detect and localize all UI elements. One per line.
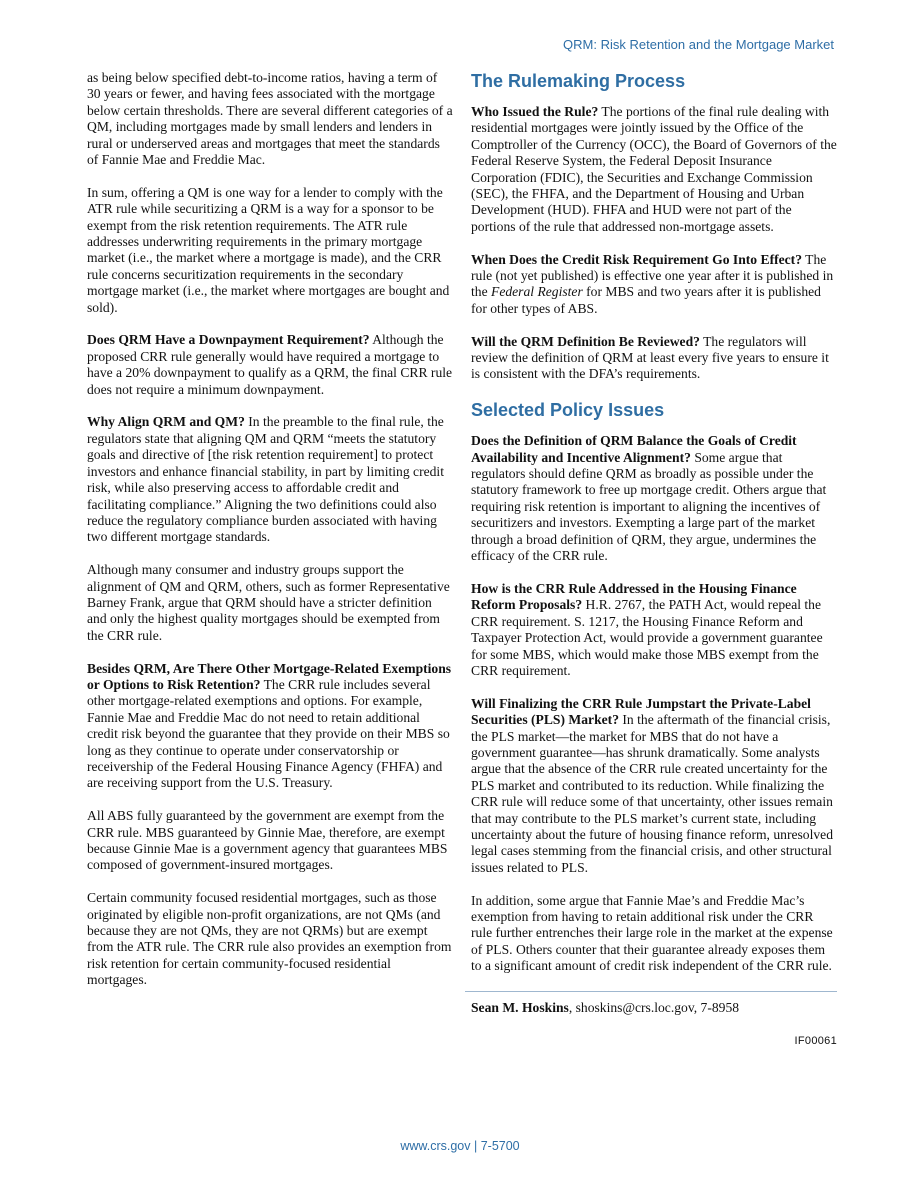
paragraph <box>471 696 837 876</box>
question-heading: Why Align QRM and QM? <box>87 414 245 430</box>
question-heading: How is the CRR Rule Addressed in the Housing Finance Reform Proposals? <box>471 580 797 613</box>
paragraph-text: for MBS and two years after it is published for other types of ABS. <box>471 284 821 316</box>
question-heading: Does the Definition of QRM Balance the Goals of Credit Availability and Incentive Alignment? <box>471 433 797 465</box>
page-footer: www.crs.gov | 7-5700 <box>400 1139 520 1153</box>
paragraph: All ABS fully guaranteed by the government are exempt from the CRR rule. MBS guaranteed by Ginnie Mae, therefore, are exempt because Ginnie Mae is a government agency that guarantees MBS composed of government-insured mortgages. <box>87 808 448 873</box>
paragraph-text: The portions of the final rule dealing with residential mortgages were jointly issued by the Office of the Comptroller of the Currency (OCC), the Board of Governors of the Federal Reserve System, the Federal Deposit Insurance Corporation (FDIC), the Securities and Exchange Commission (SEC), the FHFA, and the Department of Housing and Urban Development (HUD). FHFA and HUD were not part of the portions of the rule that addressed non-mortgage assets. <box>471 104 837 234</box>
section-title: The Rulemaking Process <box>471 71 686 91</box>
paragraph: In addition, some argue that Fannie Mae’s and Freddie Mac’s exemption from having to retain additional risk under the CRR rule further entrenches their large role in the market at the expense of PLS. Others counter that their guarantee already exposes them to a significant amount of credit risk independent of the CRR rule. <box>471 892 833 974</box>
paragraph <box>471 581 837 679</box>
right-column <box>471 70 837 1049</box>
running-header: QRM: Risk Retention and the Mortgage Market <box>563 37 834 52</box>
author-name: Sean M. Hoskins <box>471 1000 569 1016</box>
document-id: IF00061 <box>794 1034 837 1047</box>
paragraph: In sum, offering a QM is one way for a lender to comply with the ATR rule while securitizing a QRM is a way for a sponsor to be exempt from the risk retention requirements. The ATR rule addresses underwriting requirements in the primary mortgage market (i.e., the market where a mortgage is made), and the CRR rule concerns securitization requirements in the secondary mortgage market (i.e., the market where mortgages are bought and sold). <box>87 184 450 315</box>
question-heading: Will the QRM Definition Be Reviewed? <box>471 333 700 349</box>
divider <box>465 991 837 992</box>
paragraph <box>471 433 837 564</box>
paragraph <box>87 332 453 398</box>
paragraph-text: Some argue that regulators should define QRM as broadly as possible under the statutory framework to free up mortgage credit. Others argue that requiring risk retention is important to aligning the incentives of securitizers and investors. Exempting a large part of the market through a broad definition of QRM, they argue, undermines the efficacy of the CRR rule. <box>471 449 827 564</box>
question-heading: Who Issued the Rule? <box>471 104 599 119</box>
paragraph-text: The regulators will review the definition of QRM at least every five years to ensure it is consistent with the DFA’s requirements. <box>471 333 829 382</box>
question-heading: Will Finalizing the CRR Rule Jumpstart the Private-Label Securities (PLS) Market? <box>471 695 811 728</box>
paragraph-text: In the preamble to the final rule, the regulators state that aligning QM and QRM “meets the statutory goals and directive of [the risk retention requirement] to protect investors and enhance financial stability, in part by limiting credit risk, while also preserving access to affordable credit and facilitating compliance.” Aligning the two definitions could also reduce the regulatory compliance burden associated with having two different mortgage standards. <box>87 414 444 545</box>
question-heading: Besides QRM, Are There Other Mortgage-Related Exemptions or Options to Risk Retention? <box>87 660 452 692</box>
paragraph-text: Although the proposed CRR rule generally would have required a mortgage to have a 20% downpayment to qualify as a QRM, the final CRR rule does not require a minimum downpayment. <box>87 332 453 397</box>
paragraph <box>471 334 837 383</box>
author-line <box>471 1000 837 1016</box>
paragraph: as being below specified debt-to-income ratios, having a term of 30 years or fewer, and having fees associated with the mortgage below certain thresholds. There are several different categories of a QM, including mortgages made by small lenders and lenders in rural or underserved areas and mortgages that meet the standards of Fannie Mae and Freddie Mac. <box>87 70 453 168</box>
paragraph <box>87 414 453 545</box>
left-column <box>87 70 453 1005</box>
paragraph <box>87 661 453 792</box>
paragraph: Certain community focused residential mortgages, such as those originated by eligible non-profit organizations, are not QMs (and because they are not QMs, they are not QRMs) but are exempt from the ATR rule. The CRR rule also provides an exemption from risk retention for certain community-focused residential mortgages. <box>87 890 452 988</box>
question-heading: Does QRM Have a Downpayment Requirement? <box>87 332 370 348</box>
paragraph <box>471 104 837 235</box>
paragraph-text: H.R. 2767, the PATH Act, would repeal the CRR requirement. S. 1217, the Housing Finance Reform and Taxpayer Protection Act, would provide a government guarantee for some MBS, which would make those MBS exempt from the CRR requirement. <box>471 597 823 678</box>
question-heading: When Does the Credit Risk Requirement Go Into Effect? <box>471 251 803 267</box>
paragraph-text: In the aftermath of the financial crisis, the PLS market—the market for MBS that do not have a government guarantee—has shrunk dramatically. Some analysts argue that the absence of the CRR rule created uncertainty for the PLS market and contributed to its reduction. While finalizing the CRR rule will reduce some of that uncertainty, other issues remain that may contribute to the PLS market’s current state, including uncertainty about the future of housing finance reform, unresolved legal cases stemming from the financial crisis, and other structural issues related to PLS. <box>471 712 833 875</box>
paragraph-text: The CRR rule includes several other mortgage-related exemptions and options. For example, Fannie Mae and Freddie Mac do not need to retain additional credit risk beyond the guarantee that they provide on their MBS so long as they continue to operate under conservatorship or receivership of the Federal Housing Finance Agency (FHFA) and are receiving support from the U.S. Treasury. <box>87 676 450 791</box>
author-contact: , shoskins@crs.loc.gov, 7-8958 <box>568 1000 740 1016</box>
section-title: Selected Policy Issues <box>471 400 665 421</box>
paragraph <box>471 252 837 318</box>
paragraph-text: The rule (not yet published) is effective one year after it is published in the <box>471 251 834 300</box>
italic-title: Federal Register <box>491 284 583 300</box>
paragraph: Although many consumer and industry groups support the alignment of QM and QRM, others, such as former Representative Barney Frank, argue that QRM should have a stricter definition and only the highest quality mortgages should be exempted from the CRR rule. <box>87 562 450 643</box>
